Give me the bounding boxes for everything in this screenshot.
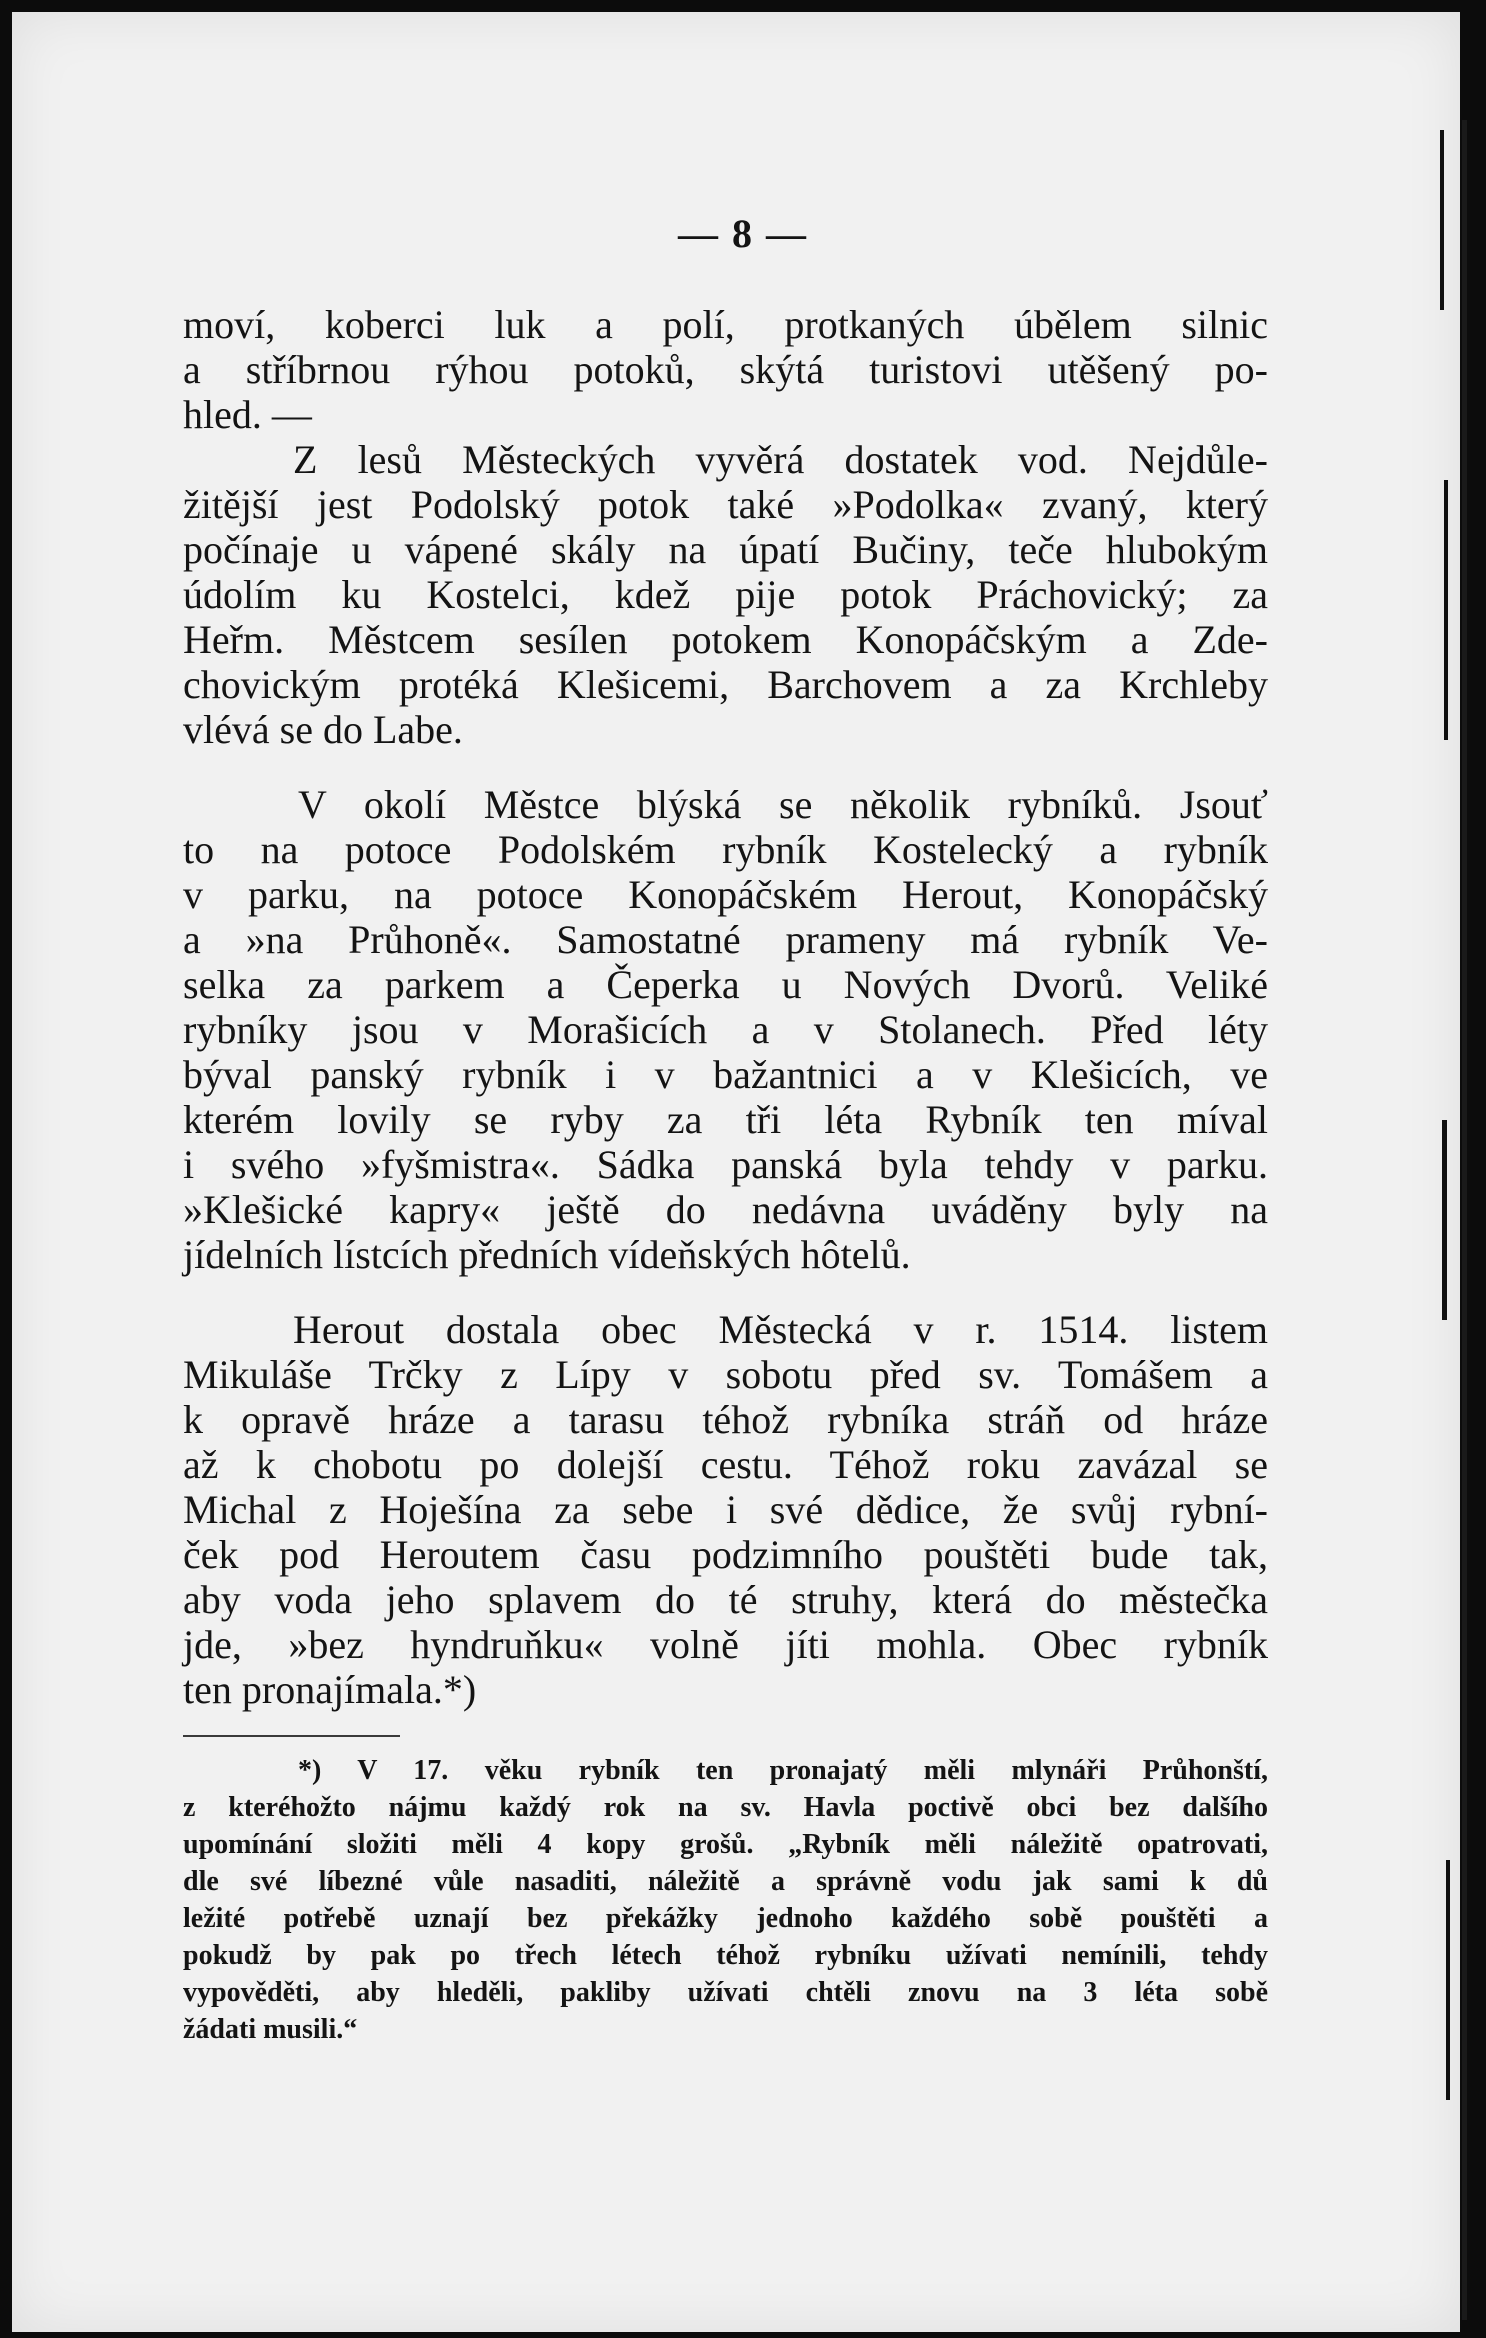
text-line: Mikuláše Trčky z Lípy v sobotu před sv. Tomášem a xyxy=(183,1352,1268,1397)
footnote-line: žádati musili.“ xyxy=(183,2014,358,2045)
text-line: ček pod Heroutem času podzimního pouštěti bude tak, xyxy=(183,1532,1268,1577)
text-line: Michal z Hoješína za sebe i své dědice, že svůj rybní- xyxy=(183,1487,1268,1532)
text-line: a stříbrnou rýhou potoků, skýtá turistovi utěšený po- xyxy=(183,347,1268,392)
text-line: jde, »bez hyndruňku« volně jíti mohla. Obec rybník xyxy=(183,1622,1268,1667)
text-line: Heřm. Městcem sesílen potokem Konopáčským a Zde- xyxy=(183,617,1268,662)
text-line: hled. — xyxy=(183,392,312,437)
text-line: žitější jest Podolský potok také »Podolka« zvaný, který xyxy=(183,482,1268,527)
text-line: to na potoce Podolském rybník Kostelecký a rybník xyxy=(183,827,1268,872)
text-line: Herout dostala obec Městecká v r. 1514. listem xyxy=(293,1307,1268,1352)
text-line: počínaje u vápené skály na úpatí Bučiny, teče hlubokým xyxy=(183,527,1268,572)
footnote-line: ležité potřebě uznají bez překážky jednoho každého sobě pouštěti a xyxy=(183,1903,1268,1934)
text-line: rybníky jsou v Morašicích a v Stolanech. Před léty xyxy=(183,1007,1268,1052)
footnote-line: *) V 17. věku rybník ten pronajatý měli mlynáři Průhonští, xyxy=(298,1755,1268,1786)
text-line: v parku, na potoce Konopáčském Herout, Konopáčský xyxy=(183,872,1268,917)
text-line: kterém lovily se ryby za tři léta Rybník ten míval xyxy=(183,1097,1268,1142)
text-line: moví, koberci luk a polí, protkaných úbělem silnic xyxy=(183,302,1268,347)
footnote-line: upomínání složiti měli 4 kopy grošů. „Rybník měli náležitě opatrovati, xyxy=(183,1829,1268,1860)
text-line: »Klešické kapry« ještě do nedávna uváděny byly na xyxy=(183,1187,1268,1232)
paragraph xyxy=(183,437,1268,752)
text-line: i svého »fyšmistra«. Sádka panská byla tehdy v parku. xyxy=(183,1142,1268,1187)
text-line: k opravě hráze a tarasu téhož rybníka stráň od hráze xyxy=(183,1397,1268,1442)
paragraph xyxy=(183,1307,1268,1712)
scan-edge-mark xyxy=(1442,1120,1447,1320)
text-line: jídelních lístcích předních vídeňských hôtelů. xyxy=(183,1232,911,1277)
scan-edge-mark xyxy=(1446,1860,1450,2100)
text-line: aby voda jeho splavem do té struhy, která do městečka xyxy=(183,1577,1268,1622)
footnote-divider xyxy=(183,1735,400,1737)
page-number: — 8 — xyxy=(678,211,808,256)
text-line: údolím ku Kostelci, kdež pije potok Práchovický; za xyxy=(183,572,1268,617)
footnote-line: pokudž by pak po třech létech téhož rybníku užívati nemínili, tehdy xyxy=(183,1940,1268,1971)
text-line: býval panský rybník i v bažantnici a v Klešicích, ve xyxy=(183,1052,1268,1097)
footnote xyxy=(183,1752,1268,2048)
text-line: Z lesů Městeckých vyvěrá dostatek vod. Nejdůle- xyxy=(293,437,1268,482)
text-line: a »na Průhoně«. Samostatné prameny má rybník Ve- xyxy=(183,917,1268,962)
footnote-line: dle své líbezné vůle nasaditi, náležitě a správně vodu jak sami k dů xyxy=(183,1866,1268,1897)
paragraph xyxy=(183,782,1268,1277)
text-line: ten pronajímala.*) xyxy=(183,1667,477,1712)
text-line: až k chobotu po dolejší cestu. Téhož roku zavázal se xyxy=(183,1442,1268,1487)
footnote-line: z kteréhožto nájmu každý rok na sv. Havla poctivě obci bez dalšího xyxy=(183,1792,1268,1823)
scan-edge-mark xyxy=(1444,480,1448,740)
text-line: chovickým protéká Klešicemi, Barchovem a za Krchleby xyxy=(183,662,1268,707)
body-text xyxy=(183,302,1268,1712)
paragraph xyxy=(183,302,1268,437)
text-line: selka za parkem a Čeperka u Nových Dvorů. Veliké xyxy=(183,962,1268,1007)
scan-edge-mark xyxy=(1462,120,1467,2320)
footnote-line: vypověděti, aby hleděli, pakliby užívati chtěli znovu na 3 léta sobě xyxy=(183,1977,1268,2008)
text-line: vlévá se do Labe. xyxy=(183,707,463,752)
text-line: V okolí Městce blýská se několik rybníků. Jsouť xyxy=(298,782,1268,827)
